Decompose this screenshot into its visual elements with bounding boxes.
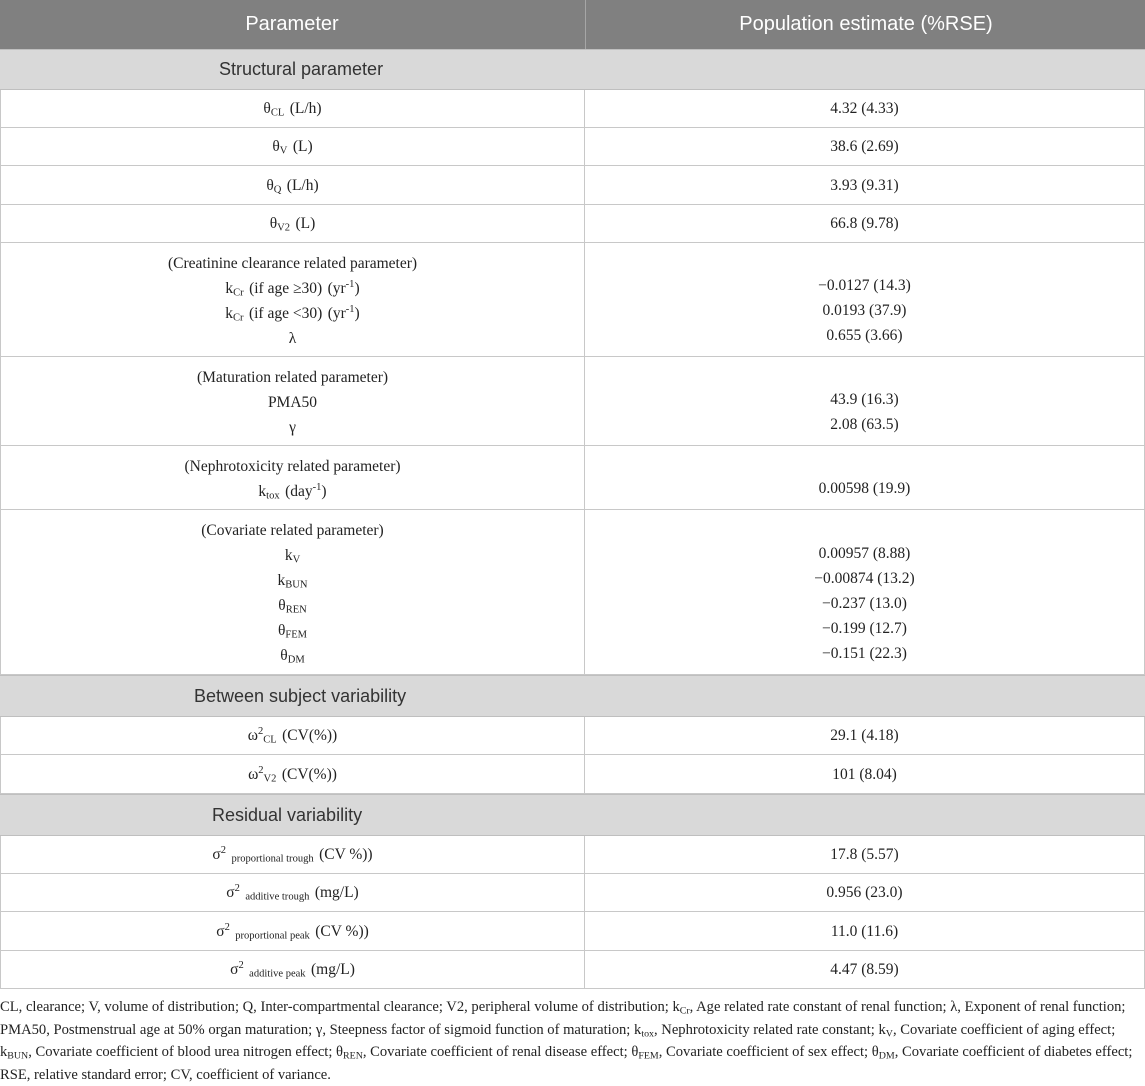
table-row — [0, 90, 1145, 128]
table-row — [0, 951, 1145, 989]
value-cell: 38.6 (2.69) — [584, 128, 1145, 165]
param-cell: $\omega^2_{CL}$ (CV(%)) — [0, 717, 584, 754]
value-cell: 0.00957 (8.88) −0.00874 (13.2) −0.237 (13.0) −0.199 (12.7) −0.151 (22.3) — [584, 510, 1145, 674]
value-cell: 101 (8.04) — [584, 755, 1145, 793]
param-cell: (Covariate related parameter) $k_V$ $k_{BUN}$ $\theta_{REN}$ $\theta_{FEM}$ $\theta_{DM}$ — [0, 510, 584, 674]
section-between-subject — [0, 675, 1145, 717]
table-row-group-creatinine — [0, 243, 1145, 357]
table-header — [0, 0, 1145, 49]
param-cell: $\omega^2_{V2}$ (CV(%)) — [0, 755, 584, 793]
section-title: Structural parameter — [219, 59, 384, 79]
value-cell: −0.0127 (14.3) 0.0193 (37.9) 0.655 (3.66) — [584, 243, 1145, 356]
value-cell: 43.9 (16.3) 2.08 (63.5) — [584, 357, 1145, 445]
param-cell: (Maturation related parameter) PMA50 γ — [0, 357, 584, 445]
param-cell: $\theta_V$ (L) — [0, 128, 584, 165]
value-cell: 29.1 (4.18) — [584, 717, 1145, 754]
param-cell: $\theta_{V2}$ (L) — [0, 205, 584, 242]
header-estimate: Population estimate (%RSE) — [585, 0, 1145, 49]
table-row — [0, 874, 1145, 912]
section-title: Residual variability — [212, 804, 363, 825]
group-heading: (Nephrotoxicity related parameter) — [184, 457, 401, 475]
param-cell: (Nephrotoxicity related parameter) $k_{tox}$ (day$^{-1}$) — [0, 446, 584, 509]
group-heading: (Covariate related parameter) — [201, 522, 384, 539]
param-cell: $\sigma^2_{additive trough}$ (mg/L) — [0, 874, 584, 911]
value-cell: 4.47 (8.59) — [584, 951, 1145, 988]
value-cell: 66.8 (9.78) — [584, 205, 1145, 242]
group-heading: (Maturation related parameter) — [196, 368, 389, 386]
table-row — [0, 717, 1145, 755]
param-cell: (Creatinine clearance related parameter) $k_{Cr}$ (if age ≥30) $(yr^{-1})$ $k_{Cr}$ (if age <30) $(yr^{-1})$ λ — [0, 243, 584, 356]
param-cell: $\theta_{CL}$ (L/h) — [0, 90, 584, 127]
value-cell: 17.8 (5.57) — [584, 836, 1145, 873]
value-cell: 0.956 (23.0) — [584, 874, 1145, 911]
param-cell: $\theta_Q$ (L/h) — [0, 166, 584, 204]
table-row — [0, 912, 1145, 951]
param-cell: $\sigma^2_{additive peak}$ (mg/L) — [0, 951, 584, 988]
table-row-group-covariate — [0, 510, 1145, 675]
value-cell: 4.32 (4.33) — [584, 90, 1145, 127]
value-cell: 11.0 (11.6) — [584, 912, 1145, 950]
param-cell: $\sigma^2_{proportional peak}$ (CV %)) — [0, 912, 584, 950]
table-row — [0, 755, 1145, 794]
section-residual — [0, 794, 1145, 836]
table-row — [0, 128, 1145, 166]
table-row — [0, 166, 1145, 205]
table-row — [0, 836, 1145, 874]
header-parameter: Parameter — [245, 13, 339, 35]
section-structural — [0, 49, 1145, 90]
value-cell: 3.93 (9.31) — [584, 166, 1145, 204]
table-footnote: CL, clearance; V, volume of distribution; Q, Inter-compartmental clearance; V2, peripheral volume of distribution; $k_{Cr}$, Age related rate constant of renal function; λ, Exponent of renal function; PMA50, Postmenstrual age at 50% organ maturation; γ, Steepness factor of sigmoid function of maturation; $k_{tox}$, Nephrotoxicity related rate constant; $k_V$, Covariate coefficient of aging effect; $k_{BUN}$, Covariate coefficient of blood urea nitrogen effect; $\theta_{REN}$, Covariate coefficient of renal disease effect; $\theta_{FEM}$, Covariate coefficient of sex effect; $\theta_{DM}$, Covariate coefficient of diabetes effect; RSE, relative standard error; CV, coefficient of variance. — [0, 999, 1133, 1083]
table-row-group-nephrotoxicity — [0, 446, 1145, 510]
value-cell: 0.00598 (19.9) — [584, 446, 1145, 509]
param-cell: $\sigma^2_{proportional trough}$ (CV %)) — [0, 836, 584, 873]
table-row-group-maturation — [0, 357, 1145, 446]
table-row — [0, 205, 1145, 243]
section-title: Between subject variability — [194, 685, 407, 706]
group-heading: (Creatinine clearance related parameter) — [167, 254, 418, 272]
